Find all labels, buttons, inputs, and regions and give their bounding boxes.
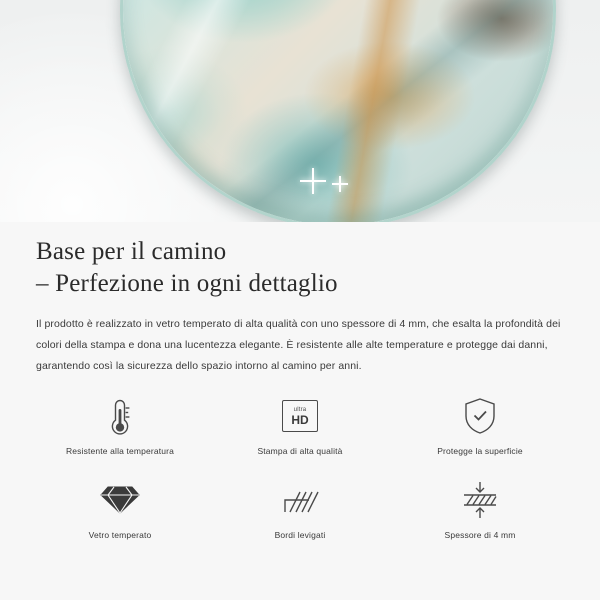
hero-image — [0, 0, 600, 222]
diamond-icon — [100, 478, 140, 522]
feature-item — [210, 478, 390, 540]
feature-label: Resistente alla temperatura — [66, 446, 174, 456]
glass-plate — [120, 0, 556, 222]
feature-item — [210, 394, 390, 456]
feature-label: Bordi levigati — [274, 530, 326, 540]
feature-item — [30, 478, 210, 540]
ultra-hd-badge-big: HD — [291, 412, 309, 427]
headline-line-1: Base per il camino — [36, 238, 227, 265]
page-title — [0, 222, 600, 300]
ultra-hd-icon — [282, 394, 318, 438]
feature-item — [30, 394, 210, 456]
polished-edges-icon — [281, 478, 319, 522]
thermometer-icon — [107, 394, 133, 438]
content-section — [0, 222, 600, 600]
feature-item — [390, 394, 570, 456]
feature-label: Protegge la superficie — [437, 446, 523, 456]
thickness-arrows-icon — [459, 478, 501, 522]
shield-check-icon — [462, 394, 498, 438]
feature-label: Spessore di 4 mm — [444, 530, 516, 540]
feature-grid — [30, 394, 570, 540]
feature-label: Vetro temperato — [88, 530, 152, 540]
feature-label: Stampa di alta qualità — [257, 446, 343, 456]
ultra-hd-badge-small: ultra — [293, 406, 307, 413]
feature-item — [390, 478, 570, 540]
headline-line-2: – Perfezione in ogni dettaglio — [36, 270, 338, 297]
body-text: Il prodotto è realizzato in vetro temperato di alta qualità con uno spessore di 4 mm, che esalta la profondità dei colori della stampa e dona una lucentezza elegante. È resistente alle alte temperature e protegge dai danni, garantendo così la sicurezza dello spazio intorno al camino per anni. — [36, 318, 561, 372]
